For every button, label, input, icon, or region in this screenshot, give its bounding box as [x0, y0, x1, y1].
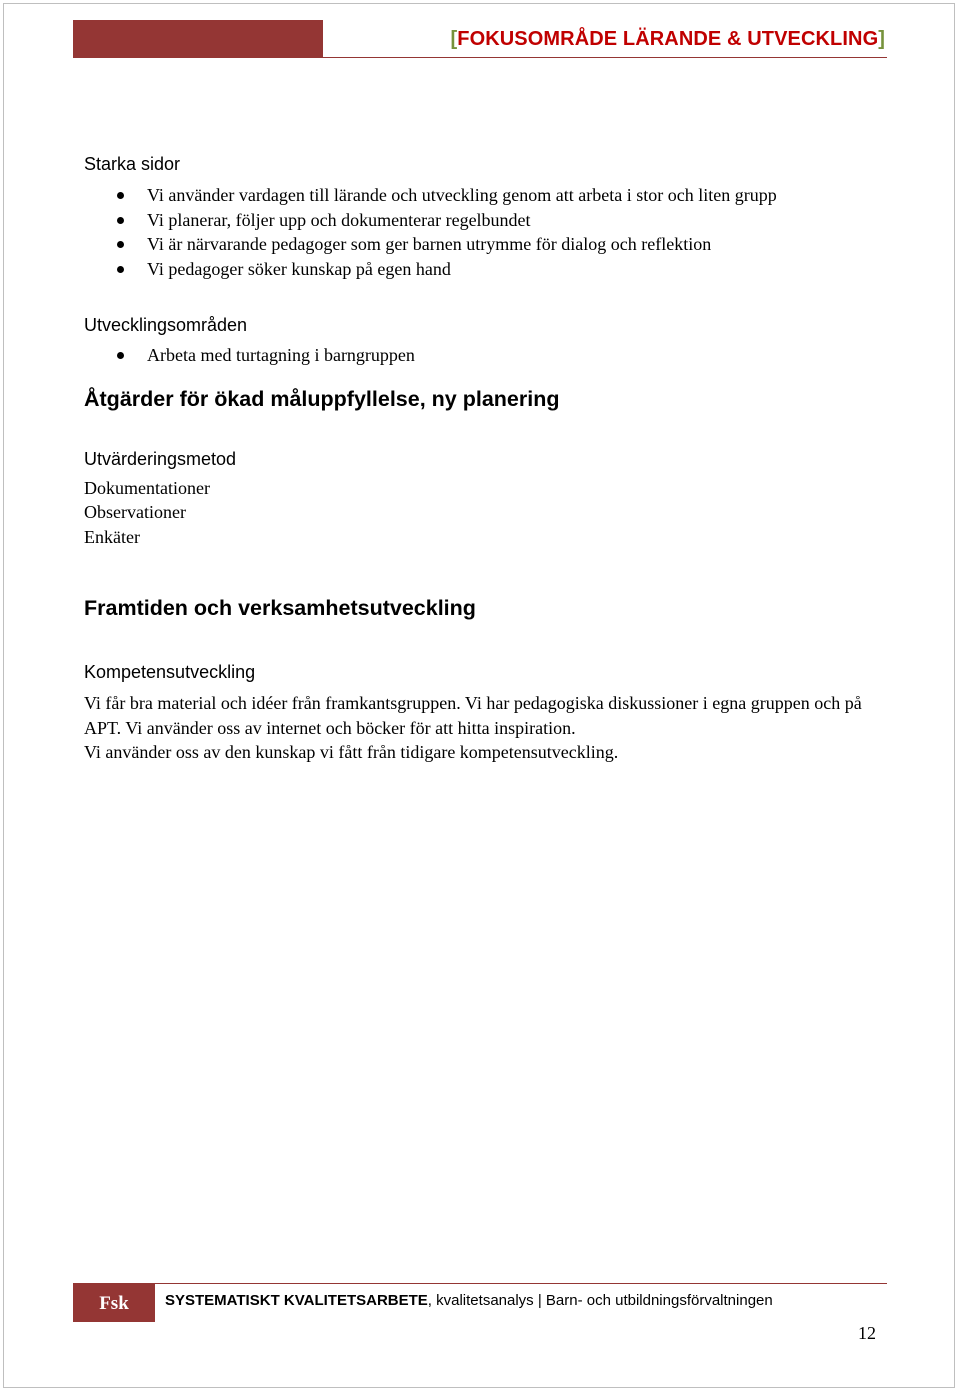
- competence-paragraph: Vi får bra material och idéer från framkantsgruppen. Vi har pedagogiska diskussioner i egna gruppen och på APT. Vi använder oss av internet och böcker för att hitta inspiration.: [84, 693, 862, 738]
- development-heading: Utvecklingsområden: [84, 315, 248, 335]
- strengths-list: [84, 183, 884, 281]
- evaluation-heading: Utvärderingsmetod: [84, 448, 237, 469]
- footer-title-bold: SYSTEMATISKT KVALITETSARBETE: [165, 1292, 428, 1309]
- strengths-item: Vi pedagoger söker kunskap på egen hand: [84, 257, 884, 282]
- header-rule: [73, 57, 887, 58]
- footer-title-rest: , kvalitetsanalys | Barn- och utbildningsförvaltningen: [427, 1292, 773, 1309]
- header-title-text: FOKUSOMRÅDE LÄRANDE & UTVECKLING: [457, 28, 879, 50]
- development-item: Arbeta med turtagning i barngruppen: [84, 343, 884, 368]
- footer-logo: Fsk: [99, 1293, 129, 1314]
- strengths-item: Vi är närvarande pedagoger som ger barnen utrymme för dialog och reflektion: [84, 232, 884, 257]
- evaluation-item: Observationer: [84, 502, 186, 522]
- evaluation-item: Enkäter: [84, 526, 140, 547]
- header-bracket-close: ]: [878, 28, 885, 50]
- competence-heading: Kompetensutveckling: [84, 662, 256, 682]
- strengths-item: Vi använder vardagen till lärande och utveckling genom att arbeta i stor och liten grupp: [84, 183, 884, 208]
- strengths-item: Vi planerar, följer upp och dokumenterar regelbundet: [84, 208, 884, 233]
- header-bracket-open: [: [450, 28, 458, 50]
- competence-paragraph: Vi använder oss av den kunskap vi fått från tidigare kompetensutveckling.: [84, 742, 619, 762]
- page-number: 12: [858, 1323, 876, 1343]
- evaluation-item: Dokumentationer: [84, 477, 210, 498]
- development-list: [84, 343, 884, 368]
- header-accent-bar: [73, 20, 323, 57]
- future-heading: Framtiden och verksamhetsutveckling: [84, 596, 476, 620]
- measures-heading: Åtgärder för ökad måluppfyllelse, ny planering: [84, 386, 560, 411]
- footer-rule: [73, 1283, 887, 1284]
- footer-title: [165, 1292, 773, 1309]
- header-title: [450, 28, 885, 51]
- strengths-heading: Starka sidor: [84, 154, 181, 174]
- document-body: [84, 150, 884, 765]
